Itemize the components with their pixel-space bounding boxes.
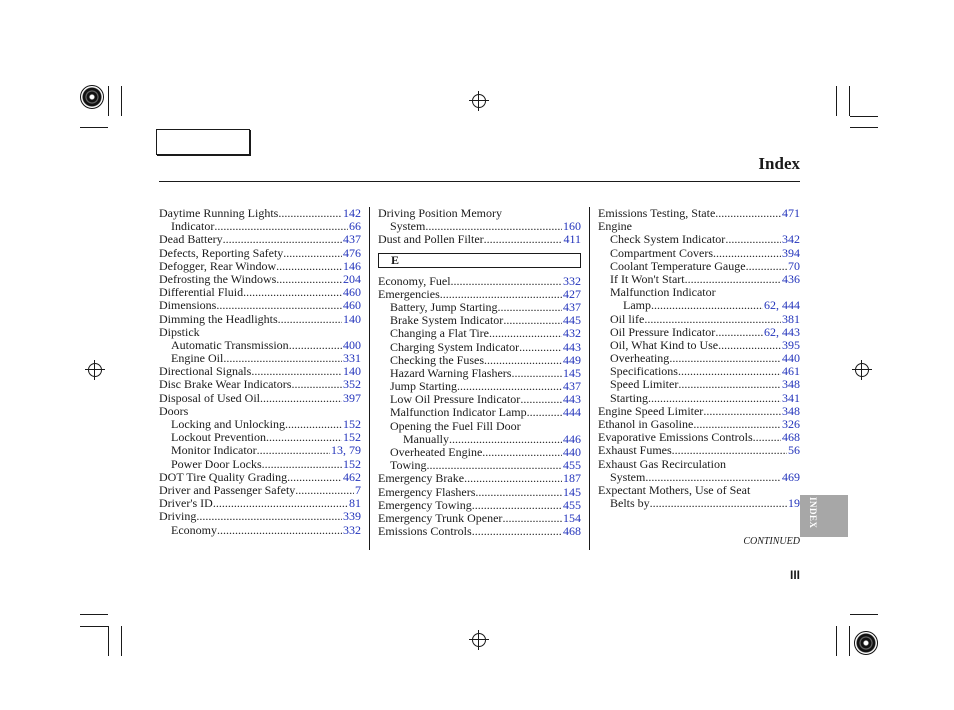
leader-dots bbox=[276, 260, 342, 273]
leader-dots bbox=[669, 352, 781, 365]
index-entry-label: Dead Battery bbox=[159, 232, 223, 247]
page-reference-link[interactable]: 332 bbox=[563, 273, 581, 288]
page-reference-link[interactable]: 341 bbox=[782, 390, 800, 405]
index-entry-label: Driving bbox=[159, 509, 197, 524]
leader-dots bbox=[527, 406, 562, 419]
leader-dots bbox=[511, 367, 562, 380]
index-entry-label: Belts by bbox=[610, 496, 650, 511]
leader-dots bbox=[651, 299, 763, 312]
index-entry-label: Exhaust Fumes bbox=[598, 443, 672, 458]
registration-mark-bottom bbox=[469, 630, 489, 650]
index-entry bbox=[378, 327, 581, 340]
index-entry-label: Battery, Jump Starting bbox=[390, 299, 498, 314]
page-reference-link[interactable]: 66 bbox=[349, 219, 361, 234]
leader-dots bbox=[451, 275, 562, 288]
leader-dots bbox=[223, 233, 342, 246]
index-entry-label: Oil Pressure Indicator bbox=[610, 324, 716, 339]
leader-dots bbox=[283, 247, 342, 260]
index-entry-label: Brake System Indicator bbox=[390, 313, 504, 328]
page-reference-link[interactable]: 446 bbox=[563, 431, 581, 446]
index-entry bbox=[378, 486, 581, 499]
index-entry-label: Ethanol in Gasoline bbox=[598, 417, 694, 431]
page-reference-link[interactable]: 443 bbox=[563, 339, 581, 354]
index-entry bbox=[598, 247, 800, 260]
header-rule bbox=[159, 181, 800, 182]
page-reference-link[interactable]: 461 bbox=[782, 364, 800, 379]
crop-mark bbox=[80, 127, 108, 128]
registration-mark-left bbox=[85, 360, 105, 380]
index-entry bbox=[378, 525, 581, 538]
index-entry-label: System bbox=[610, 469, 646, 484]
index-entry-label: Engine Oil bbox=[171, 351, 224, 366]
leader-dots bbox=[464, 472, 562, 485]
leader-dots bbox=[291, 378, 342, 391]
page-reference-link[interactable]: 204 bbox=[343, 271, 361, 286]
crop-mark bbox=[849, 626, 850, 656]
leader-dots bbox=[213, 497, 348, 510]
column-divider bbox=[369, 207, 370, 550]
index-entry-label: Dust and Pollen Filter bbox=[378, 232, 484, 247]
index-entry-label: Defrosting the Windows bbox=[159, 271, 277, 286]
index-entry-label: Jump Starting bbox=[390, 379, 458, 394]
leader-dots bbox=[644, 313, 781, 326]
index-column-2 bbox=[378, 207, 581, 538]
page-reference-link[interactable]: 437 bbox=[563, 379, 581, 394]
leader-dots bbox=[672, 444, 787, 457]
index-entry-label: Expectant Mothers, Use of Seat bbox=[598, 482, 751, 497]
page-reference-link[interactable]: 152 bbox=[343, 430, 361, 445]
index-entry-label: Indicator bbox=[171, 219, 215, 234]
leader-dots bbox=[440, 288, 562, 301]
index-entry-label: Economy, Fuel bbox=[378, 273, 451, 288]
index-entry-label: Charging System Indicator bbox=[390, 339, 520, 354]
crop-mark bbox=[836, 626, 837, 656]
leader-dots bbox=[278, 207, 342, 220]
index-entry bbox=[159, 233, 361, 246]
index-entry-label: Exhaust Gas Recirculation bbox=[598, 456, 726, 471]
crop-mark bbox=[849, 86, 850, 116]
index-entry-label: Coolant Temperature Gauge bbox=[610, 258, 746, 273]
crop-mark bbox=[836, 86, 837, 116]
leader-dots bbox=[678, 365, 781, 378]
page-reference-link[interactable]: 332 bbox=[343, 522, 361, 537]
page-reference-link[interactable]: 146 bbox=[343, 258, 361, 273]
index-entry-label: Emissions Testing, State bbox=[598, 206, 716, 220]
index-entry-label: Oil, What Kind to Use bbox=[610, 337, 719, 352]
index-entry-label: Disc Brake Wear Indicators bbox=[159, 377, 292, 392]
leader-dots bbox=[196, 510, 342, 523]
leader-dots bbox=[484, 233, 563, 246]
index-entry-label: Doors bbox=[159, 403, 189, 418]
leader-dots bbox=[472, 499, 562, 512]
page-reference-link[interactable]: 7 bbox=[355, 482, 361, 497]
leader-dots bbox=[217, 524, 342, 537]
registration-mark-top bbox=[469, 91, 489, 111]
page-reference-link[interactable]: 397 bbox=[343, 390, 361, 405]
index-entry bbox=[159, 260, 361, 273]
page-reference-link[interactable]: 436 bbox=[782, 271, 800, 286]
page-reference-link[interactable]: 145 bbox=[563, 484, 581, 499]
page-reference-link[interactable]: 160 bbox=[563, 219, 581, 234]
index-entry bbox=[159, 392, 361, 405]
leader-dots bbox=[216, 299, 342, 312]
page-reference-link[interactable]: 437 bbox=[343, 232, 361, 247]
page-reference-link[interactable]: 13, 79 bbox=[331, 443, 361, 458]
index-entry-label: Lockout Prevention bbox=[171, 430, 266, 445]
page-reference-link[interactable]: 455 bbox=[563, 458, 581, 473]
crop-mark bbox=[850, 127, 878, 128]
page-reference-link[interactable]: 348 bbox=[782, 403, 800, 418]
leader-dots bbox=[289, 339, 342, 352]
leader-dots bbox=[243, 286, 342, 299]
index-entry bbox=[159, 471, 361, 484]
index-entry-label: Overheated Engine bbox=[390, 445, 483, 459]
crop-mark bbox=[850, 116, 878, 117]
leader-dots bbox=[472, 525, 562, 538]
index-entry bbox=[378, 233, 581, 246]
page-reference-link[interactable]: 187 bbox=[563, 471, 581, 486]
leader-dots bbox=[713, 247, 781, 260]
leader-dots bbox=[260, 392, 342, 405]
page-reference-link[interactable]: 460 bbox=[343, 298, 361, 313]
index-entry-label: Dipstick bbox=[159, 324, 200, 339]
index-entry-label: Towing bbox=[390, 458, 427, 473]
index-entry-label: Daytime Running Lights bbox=[159, 206, 279, 220]
leader-dots bbox=[285, 418, 342, 431]
index-entry bbox=[378, 341, 581, 354]
index-entry bbox=[598, 497, 800, 510]
page-reference-link[interactable]: 152 bbox=[343, 417, 361, 431]
index-entry-label: System bbox=[390, 219, 426, 234]
page-reference-link[interactable]: 140 bbox=[343, 311, 361, 326]
leader-dots bbox=[498, 301, 562, 314]
leader-dots bbox=[746, 260, 787, 273]
registration-star-bottom-right bbox=[854, 631, 878, 655]
index-entry-label: Automatic Transmission bbox=[171, 337, 289, 352]
index-entry-label: Checking the Fuses bbox=[390, 352, 484, 367]
page-reference-link[interactable]: 140 bbox=[343, 364, 361, 379]
page-reference-link[interactable]: 455 bbox=[563, 497, 581, 512]
page-reference-link[interactable]: 440 bbox=[782, 351, 800, 366]
index-entry-label: Emergency Brake bbox=[378, 471, 465, 486]
index-entry bbox=[159, 444, 361, 457]
index-entry-label: Speed Limiter bbox=[610, 377, 679, 392]
index-entry-label: Power Door Locks bbox=[171, 456, 262, 471]
index-entry bbox=[598, 444, 800, 457]
registration-mark-right bbox=[852, 360, 872, 380]
index-entry-label: Dimensions bbox=[159, 298, 217, 313]
index-entry bbox=[159, 458, 361, 471]
leader-dots bbox=[502, 512, 562, 525]
index-entry-label: Emissions Controls bbox=[378, 524, 472, 539]
index-entry-label: Compartment Covers bbox=[610, 245, 713, 260]
page-reference-link[interactable]: 437 bbox=[563, 299, 581, 314]
leader-dots bbox=[718, 339, 781, 352]
page-reference-link[interactable]: 352 bbox=[343, 377, 361, 392]
index-entry bbox=[159, 326, 361, 339]
registration-star-top-left bbox=[80, 85, 104, 109]
crop-mark bbox=[108, 626, 109, 656]
index-entry-label: Disposal of Used Oil bbox=[159, 390, 260, 405]
index-entry bbox=[598, 233, 800, 246]
column-divider bbox=[589, 207, 590, 550]
crop-mark bbox=[80, 614, 108, 615]
index-entry bbox=[598, 260, 800, 273]
index-entry-label: If It Won't Start bbox=[610, 271, 685, 286]
index-entry bbox=[598, 326, 800, 339]
leader-dots bbox=[503, 314, 562, 327]
page-reference-link[interactable]: 154 bbox=[563, 510, 581, 525]
leader-dots bbox=[715, 326, 763, 339]
page-reference-link[interactable]: 395 bbox=[782, 337, 800, 352]
page-reference-link[interactable]: 460 bbox=[343, 285, 361, 300]
leader-dots bbox=[262, 458, 342, 471]
index-entry-label: Check System Indicator bbox=[610, 232, 726, 247]
index-entry bbox=[159, 313, 361, 326]
index-entry-label: Monitor Indicator bbox=[171, 443, 257, 458]
leader-dots bbox=[703, 405, 781, 418]
header-blank-box bbox=[156, 129, 250, 155]
leader-dots bbox=[753, 431, 781, 444]
index-entry-label: Locking and Unlocking bbox=[171, 417, 285, 431]
page-reference-link[interactable]: 326 bbox=[782, 417, 800, 431]
index-entry-label: Evaporative Emissions Controls bbox=[598, 430, 753, 445]
leader-dots bbox=[276, 273, 342, 286]
crop-mark bbox=[850, 614, 878, 615]
page-reference-link[interactable]: 468 bbox=[563, 524, 581, 539]
page-reference-link[interactable]: 471 bbox=[782, 206, 800, 220]
page-reference-link[interactable]: 462 bbox=[343, 469, 361, 484]
leader-dots bbox=[295, 484, 354, 497]
index-entry bbox=[159, 299, 361, 312]
leader-dots bbox=[475, 486, 562, 499]
leader-dots bbox=[482, 446, 562, 459]
index-entry-label: Defogger, Rear Window bbox=[159, 258, 277, 273]
page-reference-link[interactable]: 81 bbox=[349, 496, 361, 511]
page-reference-link[interactable]: 56 bbox=[788, 443, 800, 458]
index-entry-label: Driver's ID bbox=[159, 496, 213, 511]
index-entry bbox=[598, 299, 800, 312]
page-reference-link[interactable]: 476 bbox=[343, 245, 361, 260]
index-entry-label: Manually bbox=[403, 431, 449, 446]
index-entry-label: Economy bbox=[171, 522, 217, 537]
index-entry-label: Engine Speed Limiter bbox=[598, 403, 704, 418]
leader-dots bbox=[725, 233, 781, 246]
page-title: Index bbox=[758, 154, 800, 173]
index-side-tab-label: INDEX bbox=[808, 497, 818, 529]
page-reference-link[interactable]: 70 bbox=[788, 258, 800, 273]
crop-mark bbox=[108, 86, 109, 116]
leader-dots bbox=[257, 444, 330, 457]
crop-mark bbox=[121, 86, 122, 116]
page-reference-link[interactable]: 400 bbox=[343, 337, 361, 352]
index-entry-label: Emergencies bbox=[378, 286, 440, 301]
index-entry-label: Lamp bbox=[623, 298, 651, 313]
index-column-1 bbox=[159, 207, 361, 537]
page-reference-link[interactable]: 440 bbox=[563, 445, 581, 459]
index-column-3 bbox=[598, 207, 800, 510]
leader-dots bbox=[645, 471, 781, 484]
page-reference-link[interactable]: 445 bbox=[563, 313, 581, 328]
index-entry bbox=[598, 378, 800, 391]
index-entry bbox=[598, 458, 800, 471]
index-entry bbox=[378, 472, 581, 485]
page-reference-link[interactable]: 152 bbox=[343, 456, 361, 471]
leader-dots bbox=[650, 497, 787, 510]
page-reference-link[interactable]: 468 bbox=[782, 430, 800, 445]
index-entry-label: Driver and Passenger Safety bbox=[159, 482, 296, 497]
index-entry bbox=[159, 378, 361, 391]
leader-dots bbox=[715, 207, 781, 220]
page-reference-link[interactable]: 444 bbox=[563, 405, 581, 420]
index-entry bbox=[378, 288, 581, 301]
index-entry-label: Defects, Reporting Safety bbox=[159, 245, 284, 260]
page-reference-link[interactable]: 432 bbox=[563, 326, 581, 341]
continued-label: CONTINUED bbox=[743, 536, 800, 547]
index-entry bbox=[378, 420, 581, 433]
page-reference-link[interactable]: 142 bbox=[343, 206, 361, 220]
leader-dots bbox=[648, 392, 781, 405]
index-entry bbox=[159, 510, 361, 523]
index-entry-label: Malfunction Indicator Lamp bbox=[390, 405, 527, 420]
page-reference-link[interactable]: 443 bbox=[563, 392, 581, 407]
index-entry bbox=[598, 471, 800, 484]
index-entry-label: Engine bbox=[598, 219, 632, 234]
page-reference-link[interactable]: 381 bbox=[782, 311, 800, 326]
section-header: E bbox=[378, 253, 581, 268]
page-reference-link[interactable]: 62, 443 bbox=[764, 324, 800, 339]
page-reference-link[interactable]: 411 bbox=[563, 232, 581, 247]
index-entry-label: Oil life bbox=[610, 311, 645, 326]
index-entry-label: Low Oil Pressure Indicator bbox=[390, 392, 521, 407]
index-entry-label: DOT Tire Quality Grading bbox=[159, 469, 288, 484]
page-reference-link[interactable]: 394 bbox=[782, 245, 800, 260]
page-reference-link[interactable]: 331 bbox=[343, 351, 361, 366]
page-reference-link[interactable]: 469 bbox=[782, 469, 800, 484]
leader-dots bbox=[484, 354, 562, 367]
page-reference-link[interactable]: 145 bbox=[563, 365, 581, 380]
index-entry-label: Opening the Fuel Fill Door bbox=[390, 418, 521, 433]
page-reference-link[interactable]: 342 bbox=[782, 232, 800, 247]
leader-dots bbox=[519, 341, 562, 354]
page-reference-link[interactable]: 427 bbox=[563, 286, 581, 301]
index-entry bbox=[159, 247, 361, 260]
index-entry bbox=[378, 354, 581, 367]
leader-dots bbox=[678, 378, 781, 391]
index-entry-label: Driving Position Memory bbox=[378, 206, 503, 220]
index-entry-label: Changing a Flat Tire bbox=[390, 326, 490, 341]
index-entry-label: Starting bbox=[610, 390, 648, 405]
index-entry-label: Dimming the Headlights bbox=[159, 311, 278, 326]
index-entry-label: Emergency Trunk Opener bbox=[378, 510, 503, 525]
crop-mark bbox=[80, 626, 108, 627]
index-entry bbox=[378, 406, 581, 419]
page-reference-link[interactable]: 19 bbox=[788, 496, 800, 511]
page-reference-link[interactable]: 339 bbox=[343, 509, 361, 524]
index-entry bbox=[598, 392, 800, 405]
index-entry-label: Overheating bbox=[610, 351, 670, 366]
index-entry-label: Specifications bbox=[610, 364, 678, 379]
page-reference-link[interactable]: 62, 444 bbox=[764, 298, 800, 313]
index-entry-label: Malfunction Indicator bbox=[610, 285, 716, 300]
index-entry-label: Hazard Warning Flashers bbox=[390, 365, 512, 380]
index-entry bbox=[598, 313, 800, 326]
page-number: III bbox=[789, 568, 800, 582]
page-reference-link[interactable]: 348 bbox=[782, 377, 800, 392]
leader-dots bbox=[278, 313, 342, 326]
index-entry-label: Emergency Towing bbox=[378, 497, 472, 512]
index-entry bbox=[378, 275, 581, 288]
page-reference-link[interactable]: 449 bbox=[563, 352, 581, 367]
leader-dots bbox=[214, 220, 348, 233]
leader-dots bbox=[287, 471, 342, 484]
index-entry bbox=[159, 524, 361, 537]
index-entry bbox=[378, 499, 581, 512]
index-entry-label: Directional Signals bbox=[159, 364, 252, 379]
crop-mark bbox=[121, 626, 122, 656]
index-entry-label: Differential Fluid bbox=[159, 285, 244, 300]
leader-dots bbox=[489, 327, 562, 340]
index-entry-label: Emergency Flashers bbox=[378, 484, 476, 499]
